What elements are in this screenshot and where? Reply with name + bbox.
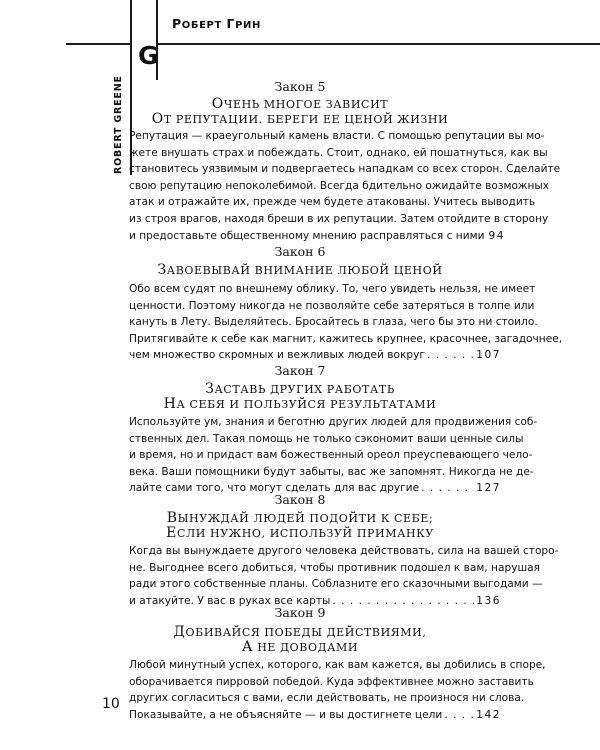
law-text-line: атак и отражайте их, прежде чем будете атакованы. Учитесь выводить	[129, 196, 536, 209]
law-title-rest: А СЕБЯ И ПОЛЬЗУЙСЯ РЕЗУЛЬТАТАМИ	[176, 398, 437, 411]
law-description	[129, 657, 546, 723]
law-title-rest: ЫНУЖДАЙ ЛЮДЕЙ ПОДОЙТИ К СЕБЕ;	[177, 512, 434, 525]
law-number: Закон 6	[274, 244, 326, 259]
law-title-line	[0, 96, 600, 112]
law-text-line: века. Ваши помощники будут забыты, вас же запомнят. Никогда не де-	[129, 465, 534, 478]
law-description	[129, 414, 538, 497]
law-text-line: чем множество скромных и вежливых людей вокруг	[129, 349, 425, 362]
law-text-line: кануть в Лету. Выделяйтесь. Бросайтесь в глаза, чего бы это ни стоило.	[129, 316, 538, 329]
law-title-line	[0, 639, 600, 655]
law-number: Закон 9	[274, 605, 326, 620]
law-title-line	[0, 262, 600, 278]
running-head-author	[172, 16, 261, 31]
law-text-line: ценности. Поэтому никогда не позволяйте себе затеряться в толпе или	[129, 299, 535, 312]
header-logo-letter: G	[138, 41, 159, 70]
leader-dots	[427, 347, 474, 364]
law-text-line: и время, но и придаст вам божественный ореол преуспевающего чело-	[129, 449, 533, 462]
law-text-line: Используйте ум, знания и беготню других людей для продвижения соб-	[129, 416, 538, 428]
law-text-line: свою репутацию непоколебимой. Всегда бдительно ожидайте возможных	[129, 179, 550, 192]
page-number: 10	[102, 696, 120, 712]
law-text-line: не. Выгоднее всего добиться, чтобы противник подошел к вам, нарушая	[129, 561, 541, 574]
law-number: Закон 7	[274, 363, 326, 378]
law-title-rest: НЕ ДОВОДАМИ	[253, 641, 359, 654]
law-text-line: ради этого собственные планы. Соблазните его сказочными выгодами —	[129, 578, 543, 591]
law-text-line: Любой минутный успех, которого, как вам кажется, вы добились в споре,	[129, 659, 546, 671]
law-title-rest: ОБИВАЙСЯ ПОБЕДЫ ДЕЙСТВИЯМИ,	[185, 626, 427, 639]
law-text-line: других согласиться с вами, если действовать, не произнося ни слова.	[129, 692, 525, 705]
law-page-reference: 142	[476, 708, 501, 721]
law-description	[129, 128, 561, 244]
law-text-line: Репутация — краеугольный камень власти. С помощью репутации вы мо-	[129, 130, 545, 142]
law-last-line	[129, 347, 501, 364]
law-page-reference: 107	[476, 349, 501, 362]
law-last-line	[129, 707, 501, 724]
author-initial: Р	[172, 16, 182, 31]
law-last-line	[129, 228, 505, 245]
law-title-initial: А	[241, 639, 254, 655]
law-text-line: и предоставьте общественному мнению расправляться с ними	[129, 229, 485, 242]
law-title-initial: В	[166, 510, 178, 526]
law-title-rest: СЛИ НУЖНО, ИСПОЛЬЗУЙ ПРИМАНКУ	[176, 527, 434, 540]
law-text-line: и атакуйте. У вас в руках все карты	[129, 594, 331, 607]
law-text-line: Когда вы вынуждаете другого человека действовать, сила на вашей сторо-	[129, 545, 559, 557]
law-title-initial: Д	[173, 624, 186, 640]
law-title-line	[0, 624, 600, 640]
law-number: Закон 8	[274, 492, 326, 507]
law-text-line: становитесь уязвимым и подвергаетесь нападкам со всех сторон. Сделайте	[129, 163, 561, 176]
law-description	[129, 281, 563, 364]
law-title-line	[0, 381, 600, 397]
law-title-line	[0, 510, 600, 526]
law-page-reference: 94	[488, 229, 505, 242]
law-title-rest: АСТАВЬ ДРУГИХ РАБОТАТЬ	[214, 383, 395, 396]
law-number: Закон 5	[274, 79, 326, 94]
law-text-line: лайте сами того, что могут сделать для вас другие	[129, 482, 420, 495]
law-title-initial: З	[205, 381, 215, 397]
law-title-line	[0, 525, 600, 541]
law-description	[129, 543, 559, 609]
law-page-reference: 136	[476, 594, 501, 607]
law-title-rest: АВОЕВЫВАЙ ВНИМАНИЕ ЛЮБОЙ ЦЕНОЙ	[166, 264, 443, 277]
law-title-rest: Т РЕПУТАЦИИ. БЕРЕГИ ЕЕ ЦЕНОЙ ЖИЗНИ	[163, 113, 449, 126]
law-text-line: Притягивайте к себе как магнит, кажитесь крупнее, красочнее, загадочнее,	[129, 332, 563, 345]
law-text-line: ственных дел. Такая помощь не только сэкономит ваши ценные силы	[129, 432, 524, 445]
author-initial: Г	[226, 16, 236, 31]
author-rest: РИН	[235, 20, 261, 31]
law-text-line: Показывайте, а не объясняйте — и вы достигнете цели	[129, 708, 443, 721]
law-text-line: оборачивается пирровой победой. Куда эффективнее можно заставить	[129, 675, 534, 688]
law-title-initial: Е	[166, 525, 177, 541]
law-text-line: жете внушать страх и побеждать. Стоит, однако, ей пошатнуться, как вы	[129, 146, 548, 159]
law-title-rest: ЧЕНЬ МНОГОЕ ЗАВИСИТ	[223, 98, 389, 111]
law-title-initial: Н	[163, 396, 177, 412]
side-author-text: ROBERT GREENE	[113, 75, 124, 174]
leader-dots	[444, 707, 474, 724]
law-title-initial: О	[211, 96, 224, 112]
law-text-line: из строя врагов, находя бреши в их репутации. Затем отойдите в сторону	[129, 212, 549, 225]
law-text-line: Обо всем судят по внешнему облику. То, чего увидеть нельзя, не имеет	[129, 283, 536, 295]
law-title-initial: О	[151, 111, 164, 127]
law-title-initial: З	[157, 262, 167, 278]
law-title-line	[0, 396, 600, 412]
law-page-reference: 127	[476, 482, 501, 495]
law-title-line	[0, 111, 600, 127]
author-rest: ОБЕРТ	[181, 20, 222, 31]
